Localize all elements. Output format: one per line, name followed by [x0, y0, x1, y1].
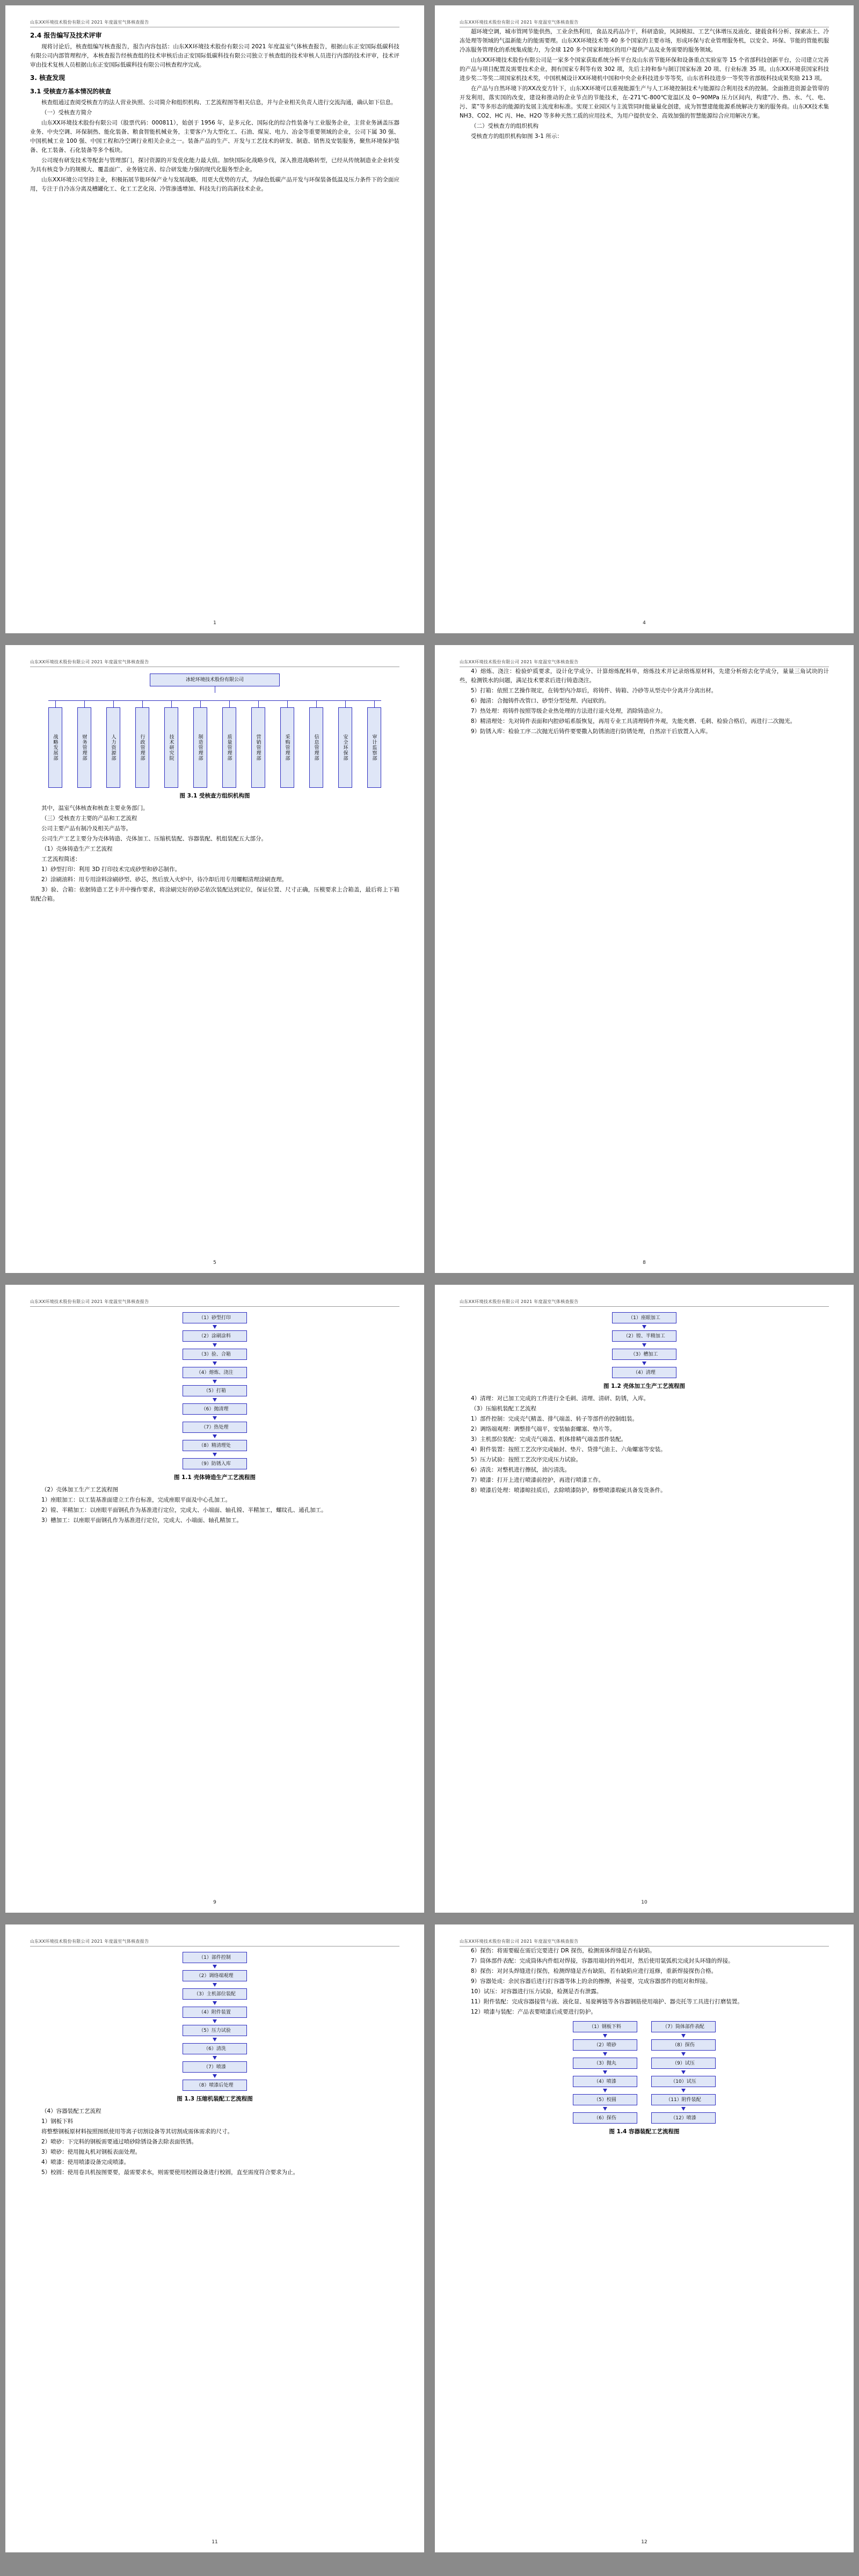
paragraph: 10）试压：对容器进行压力试验，检测是否有泄露。	[471, 1988, 602, 1995]
paragraph: （2）壳体加工生产工艺流程图	[41, 1487, 119, 1493]
flow-node: （2）喷砂	[573, 2039, 637, 2051]
heading-3-1: 3.1 受核查方基本情况的核查	[30, 87, 111, 95]
paragraph: 1）钢板下料	[41, 2118, 74, 2125]
paragraph: 受核查方的组织机构如图 3-1 所示：	[471, 133, 563, 140]
flow-node: （5）打箱	[183, 1385, 247, 1396]
paragraph: 山东XX环境技术股份有限公司（股票代码：000811），始创于 1956 年，是多元化、国际化的综合性装备与工业服务企业，主营业务涵盖压器业务、中央空调、环保制热、能化装备、粮食智能机械业务，主要客户为大型化工、石油、煤炭、电力、冶金等重要领域的企业，公司下属 30 强、中国机械工业 100 强、中国工程和冷空调行业相关企业之一。装备产品的生产、开发与工艺技术的研发、制造、销售及安装服务，聚焦环境保护装备、化工装备、石化装备等多个板块。	[30, 119, 399, 153]
paragraph: 2）涂刷油料：用专用涂料涂刷砂型、砂芯，然后放入火炉中，待冷却后用专用螺帽清理涂刷查理。	[41, 876, 288, 883]
page-number: 12	[641, 2540, 647, 2545]
page-4	[435, 5, 854, 633]
paragraph: 核查组通过查阅受核查方的法人营业执照、公司简介和组织机构、工艺流程图等相关信息，并与企业相关负责人进行交流沟通，确认如下信息。	[41, 99, 397, 106]
org-node	[164, 701, 178, 788]
page-header: 山东XX环境技术股份有限公司 2021 年度温室气体核查报告	[30, 1299, 399, 1307]
page-header: 山东XX环境技术股份有限公司 2021 年度温室气体核查报告	[30, 19, 399, 27]
org-node-label: 采购管理部	[280, 707, 294, 788]
flow-node: （1）座眼加工	[612, 1312, 676, 1323]
paragraph: 公司生产工艺主要分为壳体铸造、壳体加工、压缩机装配、容器装配、机组装配五大部分。	[41, 836, 267, 842]
page-11	[5, 1924, 424, 2552]
flow-node: （8）探伤	[651, 2039, 716, 2051]
page-number: 8	[643, 1260, 646, 1265]
paragraph: 5）校圆：使用卷具机按图要要，最需要求水，则需要使用校圆设备进行校圆，直至需度符合要求为止。	[41, 2169, 299, 2176]
flow-node: （7）喷漆	[183, 2061, 247, 2073]
page-number: 10	[641, 1900, 647, 1905]
page-10	[435, 1285, 854, 1913]
paragraph: 4）喷漆：使用喷漆设备完成喷漆。	[41, 2159, 130, 2165]
org-node-label: 战略发展部	[48, 707, 62, 788]
page-number: 9	[213, 1900, 216, 1905]
paragraph: （三）受核查方主要的产品和工艺流程	[41, 815, 137, 822]
figure-caption: 图 1.2 壳体加工生产工艺流程图	[603, 1383, 685, 1389]
org-node-label: 营销管理部	[251, 707, 265, 788]
page-header: 山东XX环境技术股份有限公司 2021 年度温室气体核查报告	[460, 1938, 829, 1946]
org-node-label: 人力资源部	[106, 707, 120, 788]
paragraph: 1）砂型打印：利用 3D 打印技术完成砂型和砂芯制作。	[41, 866, 181, 873]
page-header: 山东XX环境技术股份有限公司 2021 年度温室气体核查报告	[460, 19, 829, 27]
page-number: 5	[213, 1260, 216, 1265]
flowchart-compressor-assembly	[30, 1952, 399, 2091]
paragraph: 6）探伤：将需要辊在需后完要进行 DR 探伤，检测需体焊缝是否有缺陷。	[471, 1948, 656, 1954]
org-node	[309, 701, 323, 788]
figure-caption: 图 3.1 受核查方组织机构图	[179, 793, 250, 799]
org-node	[338, 701, 352, 788]
paragraph: 4）附件装置：按照工艺次序完成轴封、垫片、贷排气油主、六角螺塞等安装。	[471, 1446, 666, 1453]
org-node	[135, 701, 149, 788]
paragraph: （一）受核查方简介	[41, 109, 92, 116]
flow-node: （5）压力试验	[183, 2025, 247, 2036]
heading-3: 3. 核查发现	[30, 74, 65, 82]
flow-node: （1）钢板下料	[573, 2021, 637, 2032]
paragraph: 公司主要产品有制冷及相关产品等。	[41, 825, 132, 832]
paragraph: 公司现有研发技术等配套与管理部门，探讨资源的开发优化能力最大值。加快国际化战略步伐，深入推进战略转型，已经从传统制造业企业转变为具有核竞争力的规模大、覆盖面广、业务链完善、综合研发能力强的现代化服务型企业。	[30, 157, 399, 173]
flow-node: （4）清理	[612, 1367, 676, 1378]
paragraph: 8）喷漆后处理：喷漆晾挂质后，去除喷漆防护，修整喷漆瑕疵具备发货条件。	[471, 1487, 666, 1494]
flow-node: （1）部件控制	[183, 1952, 247, 1963]
flow-node: （4）熔炼、浇注	[183, 1367, 247, 1378]
page-5	[5, 645, 424, 1273]
flow-node: （2）涂刷涂料	[183, 1330, 247, 1342]
paragraph: 5）压力试验：按照工艺次序完成压力试验。	[471, 1457, 582, 1463]
paragraph: 3）主机部位装配：完成壳气端盖、机体排精气端盖部件装配。	[471, 1436, 627, 1443]
paragraph: （3）压缩机装配工艺流程	[471, 1406, 537, 1412]
org-node	[367, 701, 381, 788]
paragraph: 在产品与自然环境下的XX改变方针下，山东XX环境可以重视能源生产与人工环境控制技术与能源综合利用技术的控制。全面推进资源金管带的开发利用，落实国的改变，建设和推动的企业节点的节能技术，在-271℃-800℃宽温区及 0~90MPa 压力区间内，构建“冷、热、水、气、电、污、菜”等多形态的能源的发展主流度和标准。实现工业园区与主流管同时能量量化创建，成为智慧建能能源系统解决方案的服务商。山东XX技术集 NH3、CO2、HC 丙、He、H2O 等多种天然工质的应用技术，为用户提供安全、高效加强的智慧能源综合应用解决方案。	[460, 85, 829, 119]
flowchart-vessel-assembly	[460, 2021, 829, 2124]
paragraph: 7）筒体部件表配：完成筒体内件组对焊接，容器用端封的外组对，然后使用氩弧机完成封头环缝的焊接。	[471, 1958, 734, 1964]
flowchart-casting	[30, 1312, 399, 1469]
flow-node: （6）清洗	[183, 2043, 247, 2054]
page-8	[435, 645, 854, 1273]
flow-node: （2）镗、半精加工	[612, 1330, 676, 1342]
org-node-label: 行政管理部	[135, 707, 149, 788]
page-header: 山东XX环境技术股份有限公司 2021 年度温室气体核查报告	[30, 659, 399, 667]
paragraph: 将整整钢板原材料按照图纸使用等离子切割设备等其切割成需体需求的尺寸。	[41, 2128, 233, 2135]
org-node	[280, 701, 294, 788]
paragraph: 12）喷漆与装配：产品表要喷漆后成要进行防护。	[471, 2009, 596, 2015]
flow-node: （10）试压	[651, 2076, 716, 2087]
flow-node: （6）抛清理	[183, 1403, 247, 1415]
page-number: 4	[643, 620, 646, 626]
paragraph: 4）熔炼、浇注：检验炉质要求，设计化学成分、计算熔炼配料单，熔炼技术并记录熔炼原材料，先建分析熔去化学成分，量量三角试块的计些，检测铁水的问题，满足技术要求后进行铸造浇注。	[460, 668, 829, 684]
flow-node: （3）槽加工	[612, 1349, 676, 1360]
page-1	[5, 5, 424, 633]
flow-node: （4）喷漆	[573, 2076, 637, 2087]
org-node	[48, 701, 62, 788]
flow-node: （9）防锈入库	[183, 1458, 247, 1469]
paragraph: 工艺流程简述：	[41, 856, 81, 862]
paragraph: 3）槽加工：以座眼平面钢孔作为基准进行定位，完成大、小端面、轴孔精加工。	[41, 1517, 243, 1524]
page-number: 11	[212, 2540, 218, 2545]
flow-column-left	[573, 2021, 637, 2124]
flow-node: （1）砂型打印	[183, 1312, 247, 1323]
flow-node: （12）喷漆	[651, 2112, 716, 2124]
page-header: 山东XX环境技术股份有限公司 2021 年度温室气体核查报告	[460, 659, 829, 667]
page-9	[5, 1285, 424, 1913]
figure-caption: 图 1.1 壳体铸造生产工艺流程图	[174, 1474, 256, 1481]
flow-node: （9）试压	[651, 2058, 716, 2069]
org-node	[222, 701, 236, 788]
page-header: 山东XX环境技术股份有限公司 2021 年度温室气体核查报告	[30, 1938, 399, 1946]
paragraph: （二）受核查方的组织机构	[471, 123, 538, 129]
paragraph: （1）壳体铸造生产工艺流程	[41, 846, 113, 852]
paragraph: 4）清理：对已加工完成的工件进行全毛刺、清理、清研、防锈，入库。	[471, 1395, 650, 1402]
org-columns	[48, 701, 381, 788]
heading-2-4: 2.4 报告编写及技术评审	[30, 32, 102, 39]
paragraph: 3）喷砂：使用抛丸机对钢板表面处理。	[41, 2149, 141, 2155]
paragraph: 6）清洗：对整机进行擦拭，油污清洗。	[471, 1467, 571, 1473]
paragraph: 山东XX环境公司坚持主业，积极拓展节能环保产业与发展战略，用更大优势的方式，为绿色低碳产品开发与环保装备低温及压力条件下的全面应用，专注于自冷冻分离及槽罐化工、化工工艺化岗、冷管渗透增加、科技先行的高新技术企业。	[30, 176, 399, 192]
org-node	[251, 701, 265, 788]
paragraph: （4）容器装配工艺流程	[41, 2108, 101, 2114]
flow-node: （7）热处理	[183, 1422, 247, 1433]
org-node-label: 质量管理部	[222, 707, 236, 788]
paragraph: 山东XX环境技术股份有限公司是一家多个国家获取系统分析平台及山东省节能环保和设备重点实验室等 15 个省部科技创新平台，公司建立完善的产品与项目配置及需要技术企业，拥有国家专利等有效 302 项，先后主持和参与制订国家标准 20 项、行业标准 35 项。山东XX环境获国家科技进步奖二等奖二项国家机技术奖，中国机械设计XX环境机中国和中央企业科技进步等等奖，山东省科技进步一等奖等省部级科技成果奖励 213 项。	[460, 57, 829, 82]
flow-node: （8）精清理处	[183, 1440, 247, 1451]
page-header: 山东XX环境技术股份有限公司 2021 年度温室气体核查报告	[460, 1299, 829, 1307]
flow-node: （11）附件装配	[651, 2094, 716, 2105]
paragraph: 11）附件装配：完成容器接管与液、液化显、易旋裤链等各容器钢筋使用端护、器壳托等工具进行打磨装置。	[471, 1999, 743, 2005]
flow-node: （8）喷漆后处理	[183, 2080, 247, 2091]
paragraph: 5）打箱：依照工艺操作规定，在铸型内冷却后，将铸件、铸箱、冷砂等从型壳中分离并分离出材。	[471, 687, 717, 694]
flow-node: （7）筒体部件表配	[651, 2021, 716, 2032]
org-root-node: 冰轮环境技术股份有限公司	[150, 674, 280, 686]
paragraph: 2）镗、半精加工：以座眼平面钢孔作为基准进行定位，完成大、小端面、轴孔镗、半精加工，螺纹孔、通孔加工。	[41, 1507, 327, 1513]
paragraph: 6）抛清：合抛铸件改管口、砂型分型处理、内冠软的。	[471, 698, 610, 704]
flow-column-right	[651, 2021, 716, 2124]
paragraph: 1）部件控制：完成壳气精盖、排气端盖、转子等部件的控制组装。	[471, 1416, 638, 1422]
flow-node: （3）主机部位装配	[183, 1988, 247, 2000]
org-node-label: 信息管理部	[309, 707, 323, 788]
paragraph: 8）探伤：对封头焊缝进行探伤，检测焊缝是否有缺陷，若有缺陷应进行返修，重新焊接探伤合格。	[471, 1968, 717, 1974]
flowchart-shell-machining	[460, 1312, 829, 1378]
figure-caption: 图 1.4 容器装配工艺流程图	[609, 2128, 680, 2135]
page-number: 1	[213, 620, 216, 626]
paragraph: 其中，温室气体核查和核查主要业务部门。	[41, 805, 149, 811]
flow-node: （4）附件装置	[183, 2007, 247, 2018]
paragraph: 9）容器处成：余民容器后进行打容器等体上的余的擦擦，补接要，完成容器部件的组对和焊接。	[471, 1978, 711, 1985]
org-node-label: 技术研究院	[164, 707, 178, 788]
org-node	[106, 701, 120, 788]
org-node-label: 安全环保部	[338, 707, 352, 788]
paragraph: 8）精清理处：先对铸件表面和内腔砂垢系版恢复，再用专业工具清理铸件外观，先能夹磨、毛刺、检验合格后，再进行二次抛光。	[471, 718, 796, 724]
flow-node: （3）验、合箱	[183, 1349, 247, 1360]
flow-node: （2）调络端观理	[183, 1970, 247, 1981]
paragraph: 超环境空调，城市管网节能供热，工业余热利用，食品及药品冷干，科研造验，风洞模拟、工艺气体增压及液化、捷载食科分析、探索冻土、冷冻处理等领域的气温新能力的能需要理。山东XX环境技术等 40 多个国家的主要市场，形成环保与农业管理服务机，以安全、环保、节能的管能机服冷冻服务管理化的系统集成能力，为全球 120 多个国家和地区的用户提供产品及业务需要的服务领域。	[460, 28, 829, 53]
paragraph: 1）座眼加工：以工装基准面建立工作台标准，完成座眼平面及中心孔加工。	[41, 1497, 231, 1503]
flow-node: （6）探伤	[573, 2112, 637, 2124]
org-node	[77, 701, 91, 788]
paragraph: 2）喷砂：下完料的钢板需要通过喷砂除锈设备去除表面铁锈。	[41, 2139, 198, 2145]
org-node	[193, 701, 207, 788]
paragraph: 9）防锈入库：检验工序二次抛光后铸件要要撒入防锈油进行防锈处理，自然凉干后放置入入库。	[471, 728, 711, 735]
org-node-label: 制造管理部	[193, 707, 207, 788]
flow-node: （5）校圆	[573, 2094, 637, 2105]
figure-caption: 图 1.3 压缩机装配工艺流程图	[177, 2096, 253, 2102]
org-node-label: 审计监察部	[367, 707, 381, 788]
paragraph: 7）热处理：将铸件按照等级企业热处理的方法进行退火处理，消除铸造应力。	[471, 708, 666, 714]
flow-node: （3）抛丸	[573, 2058, 637, 2069]
paragraph: 7）喷漆：打开上进行喷漆前控护，再进行喷漆工作。	[471, 1477, 605, 1483]
paragraph: 2）调络端观理：调整排气端平，安装轴套螺塞、垫片等。	[471, 1426, 616, 1432]
paragraph: 现将讨论后，核查组编写核查报告，报告内容包括：山东XX环境技术股份有限公司 2021 年度温室气体核查报告，根据山东正安国际低碳科技有限公司内部管理程序，本核查报告经核查组的技术审核后由正安国际低碳科技有限公司独立于核查组的技术审核人员进行内部的技术评审，技术评审由技术复核人员根据山东正安国际低碳科技有限公司核查程序完成。	[30, 43, 399, 69]
org-node-label: 财务管理部	[77, 707, 91, 788]
paragraph: 3）验、合箱：依据铸造工艺卡并中操作要求，将涂刷完好的砂芯依次装配达到定位，保证位置、尺寸正确，压模要求上合箱盖，最后将上下箱装配合箱。	[30, 887, 399, 902]
org-chart	[43, 674, 387, 788]
page-12	[435, 1924, 854, 2552]
